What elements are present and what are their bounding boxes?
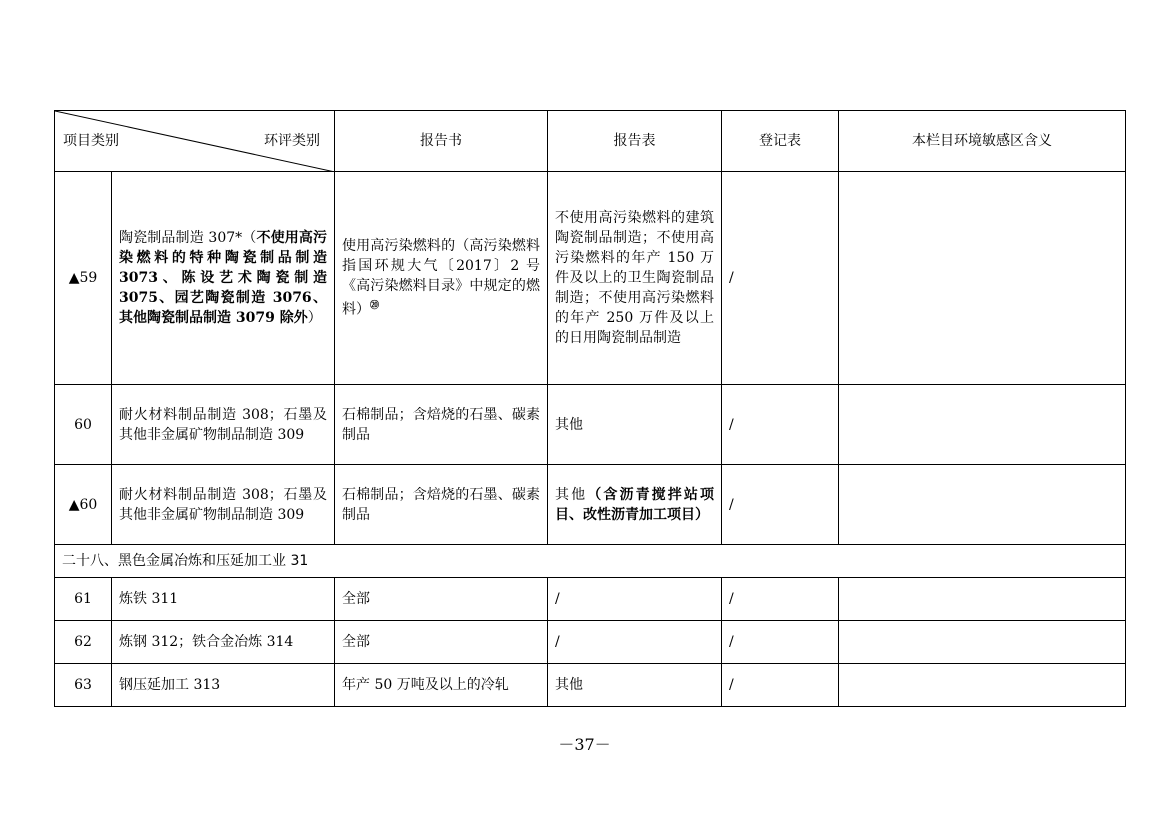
category-bold-text: 不使用高污染燃料的特种陶瓷制品制造 3073、陈设艺术陶瓷制造 3075、园艺陶瓷制造 3076、其他陶瓷制品制造 3079 除外: [119, 230, 327, 326]
row-number: 60: [55, 385, 112, 465]
table-row: [55, 385, 1126, 465]
page-number: －37－: [558, 735, 611, 754]
section-row: [55, 545, 1126, 578]
category-tail: ）: [307, 310, 322, 326]
sensitive-area-header: 本栏目环境敏感区含义: [839, 111, 1126, 172]
report-book-cell: 全部: [335, 578, 548, 621]
sensitive-area-cell: [839, 621, 1126, 664]
report-book-cell: 全部: [335, 621, 548, 664]
report-form-cell: /: [548, 578, 722, 621]
item-category-header: 项目类别: [63, 133, 119, 149]
registration-header: 登记表: [722, 111, 839, 172]
item-category-cell: 炼钢 312；铁合金冶炼 314: [112, 621, 335, 664]
row-number: ▲60: [55, 465, 112, 545]
section-title: 二十八、黑色金属冶炼和压延加工业 31: [55, 545, 1126, 578]
report-form-header: 报告表: [548, 111, 722, 172]
item-category-cell: 耐火材料制品制造 308；石墨及其他非金属矿物制品制造 309: [112, 465, 335, 545]
report-book-header: 报告书: [335, 111, 548, 172]
table-row: [55, 664, 1126, 707]
report-form-bold-text: （含沥青搅拌站项目、改性沥青加工项目）: [555, 486, 715, 523]
registration-cell: /: [722, 664, 839, 707]
report-book-cell: [335, 172, 548, 385]
report-book-cell: 石棉制品；含焙烧的石墨、碳素制品: [335, 385, 548, 465]
table-row: [55, 465, 1126, 545]
item-category-cell: 耐火材料制品制造 308；石墨及其他非金属矿物制品制造 309: [112, 385, 335, 465]
item-category-cell: 炼铁 311: [112, 578, 335, 621]
header-row: [55, 111, 1126, 172]
table-row: [55, 578, 1126, 621]
report-form-text: 其他: [555, 486, 588, 503]
row-number: 63: [55, 664, 112, 707]
registration-cell: /: [722, 578, 839, 621]
report-form-cell: [548, 465, 722, 545]
footnote-mark: ⑳: [370, 301, 380, 312]
registration-cell: /: [722, 385, 839, 465]
sensitive-area-cell: [839, 578, 1126, 621]
sensitive-area-cell: [839, 465, 1126, 545]
sensitive-area-cell: [839, 664, 1126, 707]
sensitive-area-cell: [839, 385, 1126, 465]
report-book-cell: 年产 50 万吨及以上的冷轧: [335, 664, 548, 707]
eia-classification-table: [54, 110, 1126, 707]
report-form-cell: 不使用高污染燃料的建筑陶瓷制品制造；不使用高污染燃料的年产 150 万件及以上的卫生陶瓷制品制造；不使用高污染燃料的年产 250 万件及以上的日用陶瓷制品制造: [548, 172, 722, 385]
diagonal-header-cell: [55, 111, 335, 172]
report-form-cell: /: [548, 621, 722, 664]
item-category-cell: 钢压延加工 313: [112, 664, 335, 707]
report-book-cell: 石棉制品；含焙烧的石墨、碳素制品: [335, 465, 548, 545]
eia-category-header: 环评类别: [264, 133, 320, 149]
row-number: 61: [55, 578, 112, 621]
report-form-cell: 其他: [548, 385, 722, 465]
row-number: ▲59: [55, 172, 112, 385]
table-row: [55, 172, 1126, 385]
sensitive-area-cell: [839, 172, 1126, 385]
report-book-text: 使用高污染燃料的（高污染燃料指国环规大气〔2017〕2 号《高污染燃料目录》中规定的燃料）: [342, 238, 540, 318]
registration-cell: /: [722, 465, 839, 545]
registration-cell: /: [722, 172, 839, 385]
category-text: 陶瓷制品制造 307*（: [119, 230, 257, 246]
row-number: 62: [55, 621, 112, 664]
registration-cell: /: [722, 621, 839, 664]
item-category-cell: [112, 172, 335, 385]
report-form-cell: 其他: [548, 664, 722, 707]
table-row: [55, 621, 1126, 664]
